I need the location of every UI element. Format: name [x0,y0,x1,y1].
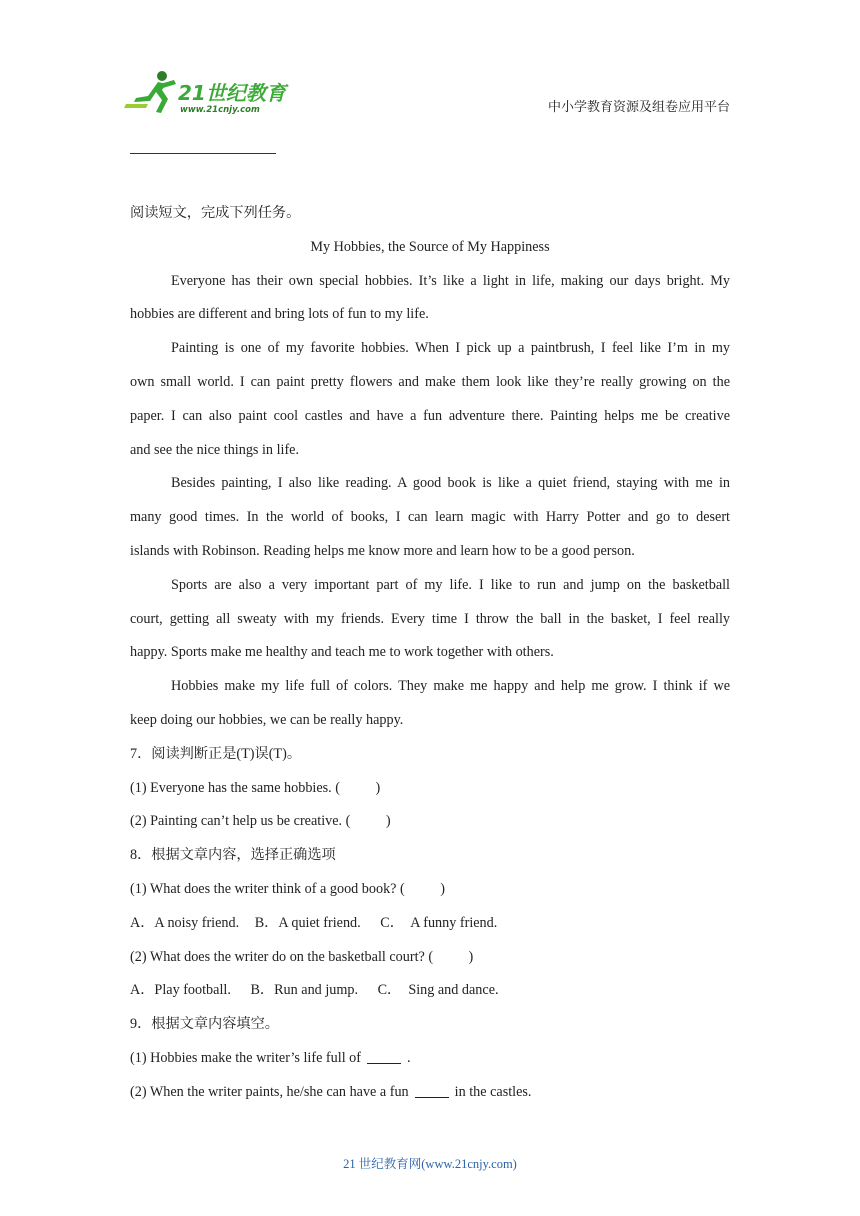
question-7-heading: 7．阅读判断正是(T)误(T)。 [130,745,302,762]
question-8-item-1: (1) What does the writer think of a good book? ( ) [130,880,445,897]
paragraph-line: Everyone has their own special hobbies. It’s like a light in life, making our days bright. My [171,272,730,289]
question-9-item-1 [130,1042,730,1076]
paragraph-line: Besides painting, I also like reading. A good book is like a quiet friend, staying with me in [171,475,730,492]
paragraph-line: Hobbies make my life full of colors. They make me happy and help me grow. I think if we [171,678,730,695]
instruction-text: 阅读短文，完成下列任务。 [130,205,301,221]
option-b: B．A quiet friend. [254,914,361,931]
question-text: (2) When the writer paints, he/she can have a fun [130,1083,409,1100]
question-text: in the castles. [454,1083,532,1100]
logo-main-text: 21世纪教育 [178,81,286,105]
passage-paragraph [130,332,730,467]
paragraph-line: happy. Sports make me healthy and teach me to work together with others. [130,644,554,661]
question-text: . [407,1049,411,1066]
question-8-heading: 8．根据文章内容，选择正确选项 [130,847,336,864]
question-9-item-2 [130,1076,730,1110]
paragraph-line: keep doing our hobbies, we can be really happy. [130,711,404,728]
logo-sub-text: www.21cnjy.com [180,105,260,115]
paragraph-line: court, getting all sweaty with my friends. Every time I throw the ball in the basket, I feel really [130,610,730,627]
paragraph-line: and see the nice things in life. [130,441,300,458]
passage-title: My Hobbies, the Source of My Happiness [310,238,550,255]
site-logo [122,68,292,116]
option-a: A．Play football. [130,982,231,999]
question-8-item-2-options [130,974,730,1008]
header-platform-text: 中小学教育资源及组卷应用平台 [548,99,731,114]
paragraph-line: hobbies are different and bring lots of fun to my life. [130,306,429,323]
passage-paragraph [130,265,730,333]
answer-blank[interactable] [367,1049,401,1064]
question-7-item-2: (2) Painting can’t help us be creative. ( ) [130,813,391,830]
paragraph-line: paper. I can also paint cool castles and have a fun adventure there. Painting helps me be creative [130,407,730,424]
paragraph-line: islands with Robinson. Reading helps me know more and learn how to be a good person. [130,542,635,559]
option-c: C． Sing and dance. [377,982,499,999]
question-8-item-2: (2) What does the writer do on the basketball court? ( ) [130,948,474,965]
option-b: B．Run and jump. [250,982,359,999]
header-divider [130,153,276,154]
passage-paragraph [130,569,730,670]
question-8-item-1-options [130,907,730,941]
runner-icon [124,71,176,113]
question-7-item-1: (1) Everyone has the same hobbies. ( ) [130,779,381,796]
passage-paragraph [130,670,730,738]
question-9-heading: 9．根据文章内容填空。 [130,1016,279,1033]
option-a: A．A noisy friend. [130,914,240,931]
paragraph-line: own small world. I can paint pretty flowers and make them look like they’re really growing on the [130,373,730,390]
passage-paragraph [130,467,730,568]
page-footer: 21 世纪教育网(www.21cnjy.com) [343,1157,517,1171]
paragraph-line: many good times. In the world of books, I can learn magic with Harry Potter and go to desert [130,509,730,526]
answer-blank[interactable] [415,1083,449,1098]
paragraph-line: Sports are also a very important part of my life. I like to run and jump on the basketball [171,576,730,593]
paragraph-line: Painting is one of my favorite hobbies. When I pick up a paintbrush, I feel like I’m in my [171,340,730,357]
document-body [130,197,730,1110]
option-c: C． A funny friend. [380,914,498,931]
question-text: (1) Hobbies make the writer’s life full of [130,1049,362,1066]
